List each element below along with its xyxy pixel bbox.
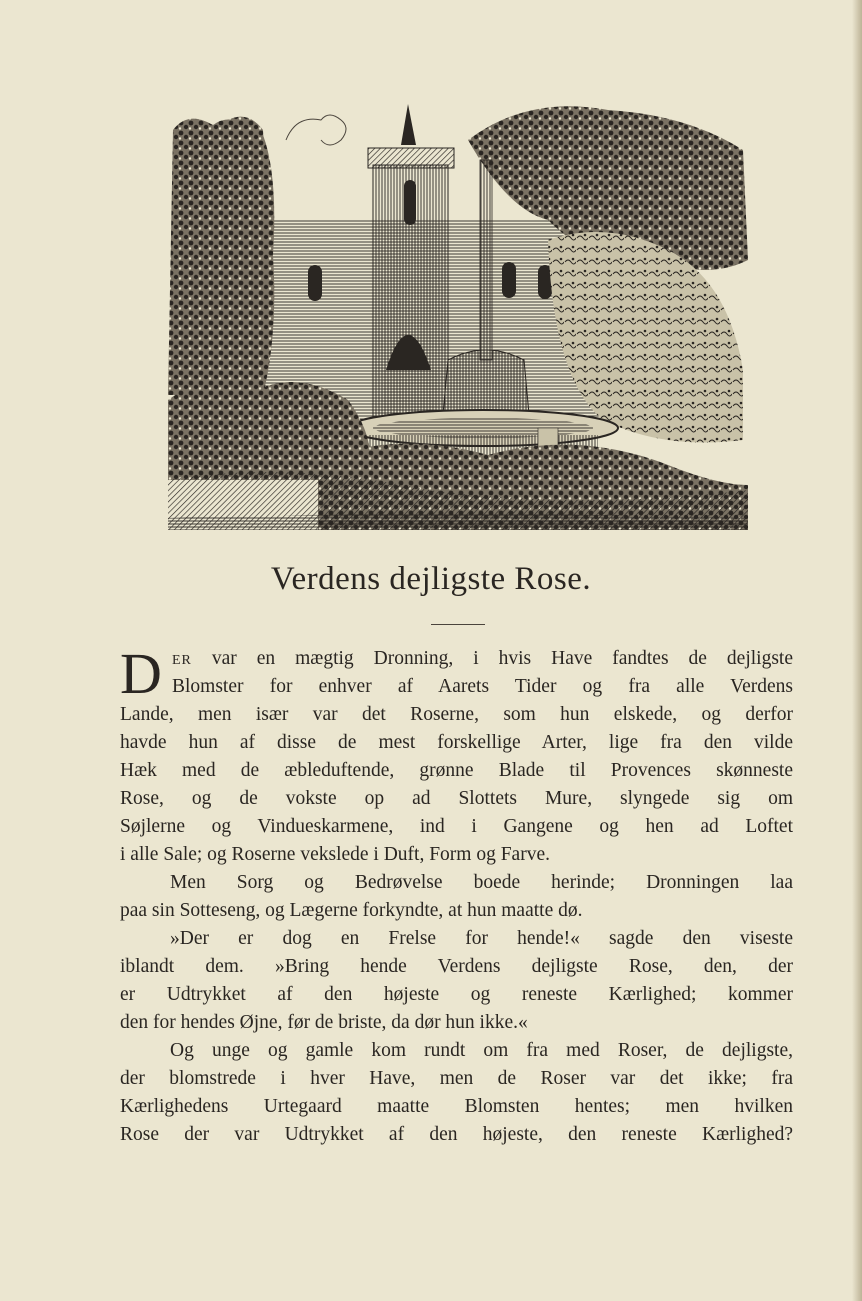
title-divider: [431, 624, 485, 625]
paragraph-3: [120, 925, 793, 1037]
paragraph-1: [120, 641, 793, 869]
paragraph-2: [120, 869, 793, 925]
text-line: Rose der var Udtrykket af den højeste, den reneste Kærlighed?: [120, 1124, 793, 1145]
first-word-rest: ER: [172, 653, 192, 668]
text-line: havde hun af disse de mest forskellige Arter, lige fra den vilde: [120, 732, 793, 753]
text-line: iblandt dem. »Bring hende Verdens dejligste Rose, den, der: [120, 956, 793, 977]
story-title: Verdens dejligste Rose.: [270, 561, 592, 597]
text-line: ER var en mægtig Dronning, i hvis Have fandtes de dejligste: [172, 648, 793, 669]
paragraph-4: [120, 1037, 793, 1149]
text-line: Søjlerne og Vindueskarmene, ind i Gangene og hen ad Loftet: [120, 816, 793, 837]
text-line: Og unge og gamle kom rundt om fra med Roser, de dejligste,: [170, 1040, 793, 1061]
text-line: den for hendes Øjne, før de briste, da dør hun ikke.«: [120, 1012, 528, 1033]
text-line: paa sin Sotteseng, og Lægerne forkyndte, at hun maatte dø.: [120, 900, 583, 921]
text-line: Hæk med de æbleduftende, grønne Blade til Provences skønneste: [120, 760, 793, 781]
page-edge: [852, 0, 862, 1301]
text-line: Rose, og de vokste op ad Slottets Mure, slyngede sig om: [120, 788, 793, 809]
text-line: er Udtrykket af den højeste og reneste Kærlighed; kommer: [120, 984, 793, 1005]
text-line: Lande, men især var det Roserne, som hun elskede, og derfor: [120, 704, 793, 725]
text-line: der blomstrede i hver Have, men de Roser var det ikke; fra: [120, 1068, 793, 1089]
text-line: Kærlighedens Urtegaard maatte Blomsten hentes; men hvilken: [120, 1096, 793, 1117]
text-line: Blomster for enhver af Aarets Tider og fra alle Verdens: [172, 676, 793, 697]
drop-cap-letter: D: [120, 641, 162, 706]
story-body: [120, 641, 793, 1149]
garden-fountain-engraving: [168, 100, 748, 530]
text-line: Men Sorg og Bedrøvelse boede herinde; Dronningen laa: [170, 872, 793, 893]
text-line: i alle Sale; og Roserne vekslede i Duft, Form og Farve.: [120, 844, 550, 865]
text-line: »Der er dog en Frelse for hende!« sagde den viseste: [170, 928, 793, 949]
